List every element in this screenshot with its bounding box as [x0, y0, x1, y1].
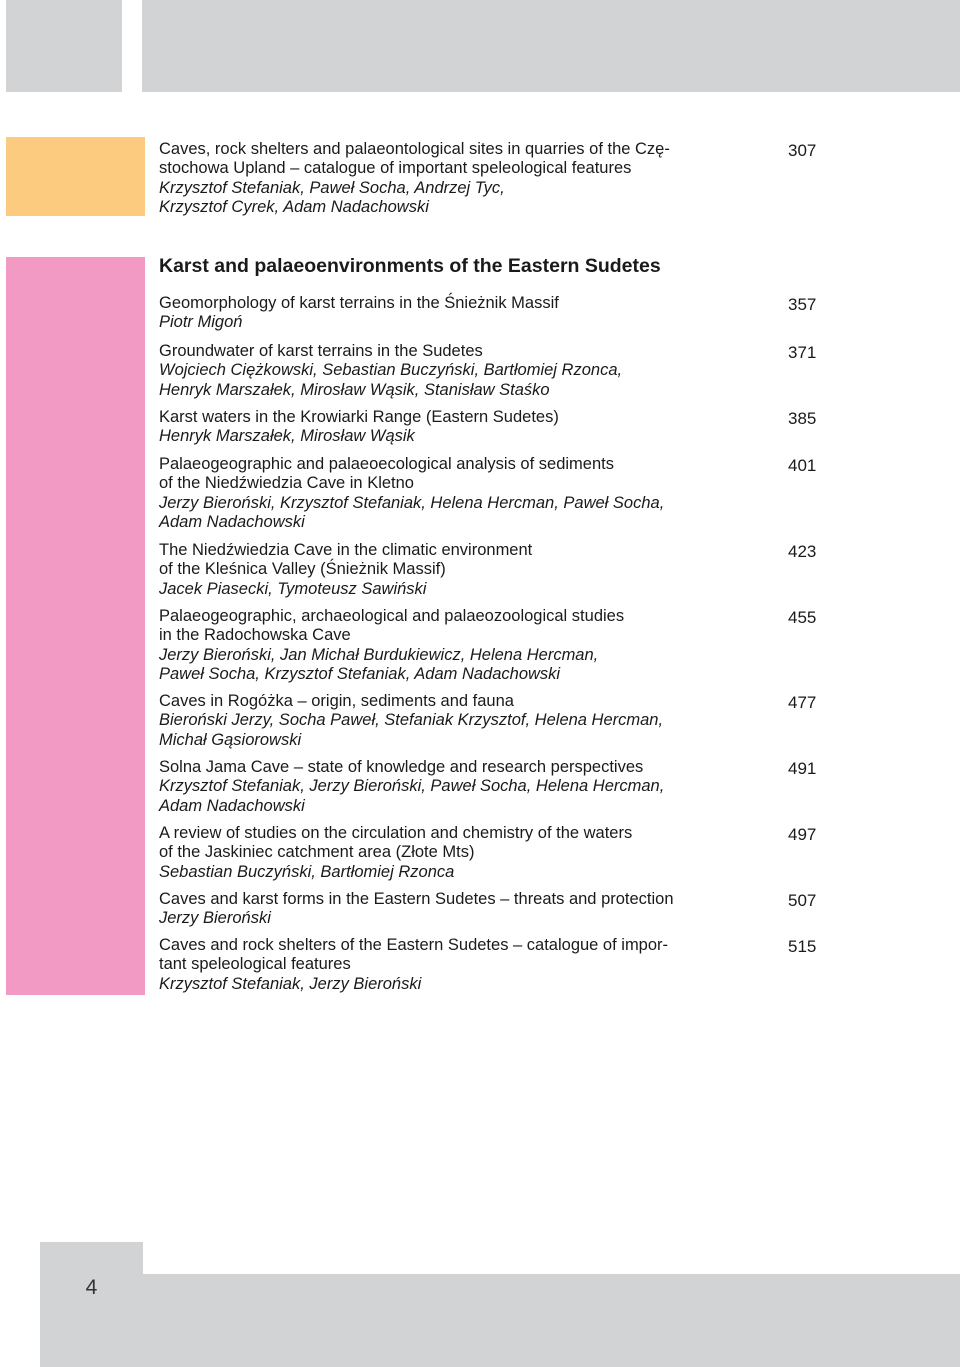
entry-authors-line: Jacek Piasecki, Tymoteusz Sawiński [159, 579, 427, 598]
toc-entry [159, 824, 759, 882]
entry-page-number: 401 [788, 456, 817, 475]
entry-title-line: stochowa Upland – catalogue of important speleological features [159, 159, 632, 178]
entry-page-number: 491 [788, 759, 817, 778]
entry-page-number: 477 [788, 693, 817, 712]
page-number-tab [40, 1242, 143, 1367]
pink-section-marker [6, 257, 145, 995]
entry-authors-line: Jerzy Bieroński, Krzysztof Stefaniak, Helena Hercman, Paweł Socha, [159, 493, 665, 512]
entry-authors-line: Adam Nadachowski [159, 796, 305, 815]
entry-authors-line: Sebastian Buczyński, Bartłomiej Rzonca [159, 862, 455, 881]
entry-page-number: 515 [788, 937, 817, 956]
entry-title-line: Groundwater of karst terrains in the Sudetes [159, 342, 483, 360]
entry-authors-line: Piotr Migoń [159, 313, 243, 332]
entry-authors-line: Bieroński Jerzy, Socha Paweł, Stefaniak Krzysztof, Helena Hercman, [159, 711, 664, 730]
entry-page-number: 371 [788, 343, 817, 362]
entry-authors-line: Henryk Marszałek, Mirosław Wąsik [159, 427, 415, 446]
entry-title-line: Geomorphology of karst terrains in the Śnieżnik Massif [159, 294, 559, 312]
toc-entry-top [159, 140, 759, 218]
entry-authors-line: Henryk Marszałek, Mirosław Wąsik, Stanisław Staśko [159, 380, 550, 399]
page-number: 4 [85, 1276, 98, 1299]
entry-title-line: Palaeogeographic, archaeological and palaeozoological studies [159, 607, 625, 625]
entry-title-line: tant speleological features [159, 955, 351, 974]
footer-decor-bar [142, 1274, 960, 1367]
toc-entry [159, 342, 759, 400]
top-right-decor-bar [142, 0, 960, 92]
toc-entry [159, 758, 759, 816]
entry-title-line: of the Jaskiniec catchment area (Złote Mts) [159, 843, 475, 862]
entry-title-line: Karst waters in the Krowiarki Range (Eastern Sudetes) [159, 408, 559, 426]
entry-page-number: 385 [788, 409, 817, 428]
toc-entry [159, 607, 759, 685]
entry-page-number: 423 [788, 542, 817, 561]
entry-title-line: Palaeogeographic and palaeoecological analysis of sediments [159, 455, 614, 473]
entry-authors-line: Adam Nadachowski [159, 513, 305, 532]
orange-section-marker [6, 137, 145, 216]
entry-title-line: Caves and rock shelters of the Eastern Sudetes – catalogue of impor- [159, 936, 669, 954]
entry-title-line: The Niedźwiedzia Cave in the climatic environment [159, 541, 533, 559]
section-heading: Karst and palaeoenvironments of the Eastern Sudetes [159, 255, 661, 277]
entry-title-line: Caves and karst forms in the Eastern Sudetes – threats and protection [159, 890, 674, 908]
toc-entry [159, 455, 759, 533]
entry-page-number: 357 [788, 295, 817, 314]
entry-authors-line: Krzysztof Stefaniak, Jerzy Bieroński, Paweł Socha, Helena Hercman, [159, 777, 665, 796]
toc-entry [159, 294, 759, 333]
entry-authors-line: Michał Gąsiorowski [159, 730, 302, 749]
entry-page-number: 507 [788, 891, 817, 910]
toc-entry [159, 936, 759, 994]
toc-entry [159, 890, 759, 929]
entry-title-line: Solna Jama Cave – state of knowledge and research perspectives [159, 758, 644, 776]
entry-authors-line: Krzysztof Cyrek, Adam Nadachowski [159, 198, 429, 217]
toc-entry [159, 692, 759, 750]
entry-authors-line: Jerzy Bieroński [159, 909, 271, 928]
top-left-decor-bar [6, 0, 122, 92]
entry-page-number: 497 [788, 825, 817, 844]
entry-title-line: Caves in Rogóżka – origin, sediments and fauna [159, 692, 514, 710]
entry-authors-line: Wojciech Ciężkowski, Sebastian Buczyński, Bartłomiej Rzonca, [159, 361, 623, 380]
entry-title-line: A review of studies on the circulation and chemistry of the waters [159, 824, 633, 842]
entry-authors-line: Jerzy Bieroński, Jan Michał Burdukiewicz, Helena Hercman, [159, 645, 599, 664]
entry-authors-line: Paweł Socha, Krzysztof Stefaniak, Adam Nadachowski [159, 665, 561, 684]
entry-title-line: of the Kleśnica Valley (Śnieżnik Massif) [159, 560, 446, 579]
entry-authors-line: Krzysztof Stefaniak, Paweł Socha, Andrzej Tyc, [159, 178, 505, 197]
entry-title-line: of the Niedźwiedzia Cave in Kletno [159, 474, 414, 493]
entry-page-number: 307 [788, 141, 817, 160]
entry-title-line: in the Radochowska Cave [159, 626, 351, 645]
toc-entry [159, 408, 759, 447]
entry-page-number: 455 [788, 608, 817, 627]
entry-authors-line: Krzysztof Stefaniak, Jerzy Bieroński [159, 974, 422, 993]
entry-title-line: Caves, rock shelters and palaeontological sites in quarries of the Czę- [159, 140, 670, 158]
toc-entry [159, 541, 759, 599]
